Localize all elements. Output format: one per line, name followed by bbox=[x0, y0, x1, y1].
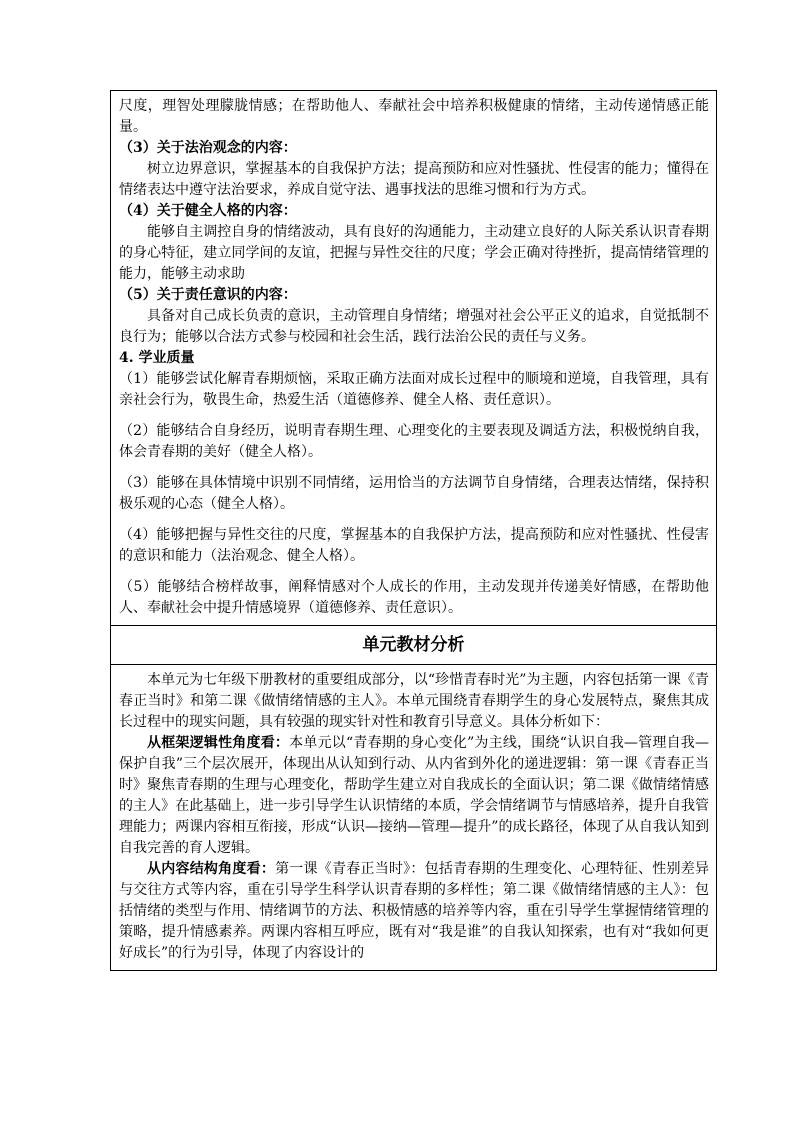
logic-text: 本单元以“青春期的身心变化”为主线，围绕“认识自我—管理自我—保护自我”三个层次展开，体现出从认知到行动、从内省到外化的递进逻辑：第一课《青春正当时》聚焦青春期的生理与心理变化，帮助学生建立对自我成长的全面认识；第二课《做情绪情感的主人》在此基础上，进一步引导学生认识情绪的本质，学会情绪调节与情感培养，提升自我管理能力；两课内容相互衔接，形成“认识—接纳—管理—提升”的成长路径，体现了从自我认知到自我完善的育人逻辑。 bbox=[119, 735, 709, 856]
structure-label: 从内容结构角度看： bbox=[147, 861, 276, 877]
responsibility-heading: （5）关于责任意识的内容： bbox=[119, 287, 297, 303]
structure-text: 第一课《青春正当时》：包括青春期的生理变化、心理特征、性别差异与交往方式等内容，重在引导学生科学认识青春期的多样性；第二课《做情绪情感的主人》：包括情绪的类型与作用、情绪调节的方法、积极情感的培养等内容，重在引导学生掌握情绪管理的策略，提升情感素养。两课内容相互呼应，既有对“我是谁”的自我认知探索，也有对“我如何更好成长”的行为引导，体现了内容设计的 bbox=[119, 861, 709, 961]
curriculum-goals-cell bbox=[111, 91, 716, 625]
continued-paragraph: 尺度，理智处理朦胧情感；在帮助他人、奉献社会中培养积极健康的情绪，主动传递情感正能量。 bbox=[119, 98, 709, 135]
quality-heading: 4. 学业质量 bbox=[119, 350, 195, 366]
analysis-structure-paragraph bbox=[119, 859, 709, 964]
responsibility-text: 具备对自己成长负责的意识，主动管理自身情绪；增强对社会公平正义的追求，自觉抵制不良行为；能够以合法方式参与校园和社会生活，践行法治公民的责任与义务。 bbox=[119, 308, 709, 345]
law-heading: （3）关于法治观念的内容： bbox=[119, 140, 297, 156]
quality-item: （2）能够结合自身经历，说明青春期生理、心理变化的主要表现及调适方法，积极悦纳自我，体会青春期的美好（健全人格）。 bbox=[119, 423, 709, 460]
quality-item: （4）能够把握与异性交往的尺度，掌握基本的自我保护方法，提高预防和应对性骚扰、性侵害的意识和能力（法治观念、健全人格）。 bbox=[119, 527, 709, 564]
analysis-intro: 本单元为七年级下册教材的重要组成部分，以“珍惜青春时光”为主题，内容包括第一课《青春正当时》和第二课《做情绪情感的主人》。本单元围绕青春期学生的身心发展特点，聚焦其成长过程中的现实问题，具有较强的现实针对性和教育引导意义。具体分析如下： bbox=[119, 672, 709, 730]
law-text: 树立边界意识，掌握基本的自我保护方法；提高预防和应对性骚扰、性侵害的能力；懂得在情绪表达中遵守法治要求，养成自觉守法、遇事找法的思维习惯和行为方式。 bbox=[119, 161, 709, 198]
logic-label: 从框架逻辑性角度看： bbox=[147, 735, 290, 751]
quality-item: （3）能够在具体情境中识别不同情绪，运用恰当的方法调节自身情绪，合理表达情绪，保持积极乐观的心态（健全人格）。 bbox=[119, 475, 709, 512]
analysis-cell bbox=[111, 665, 716, 970]
quality-item: （1）能够尝试化解青春期烦恼，采取正确方法面对成长过程中的顺境和逆境，自我管理，具有亲社会行为，敬畏生命，热爱生活（道德修养、健全人格、责任意识）。 bbox=[119, 371, 709, 408]
personality-heading: （4）关于健全人格的内容： bbox=[119, 203, 297, 219]
analysis-logic-paragraph bbox=[119, 733, 709, 859]
quality-item: （5）能够结合榜样故事，阐释情感对个人成长的作用，主动发现并传递美好情感，在帮助他人、奉献社会中提升情感境界（道德修养、责任意识）。 bbox=[119, 579, 709, 616]
personality-text: 能够自主调控自身的情绪波动，具有良好的沟通能力，主动建立良好的人际关系认识青春期的身心特征，建立同学间的友谊，把握与异性交往的尺度；学会正确对待挫折，提高情绪管理的能力，能够主动求助 bbox=[119, 224, 709, 282]
section-title: 单元教材分析 bbox=[362, 635, 465, 655]
document-table bbox=[110, 90, 717, 971]
